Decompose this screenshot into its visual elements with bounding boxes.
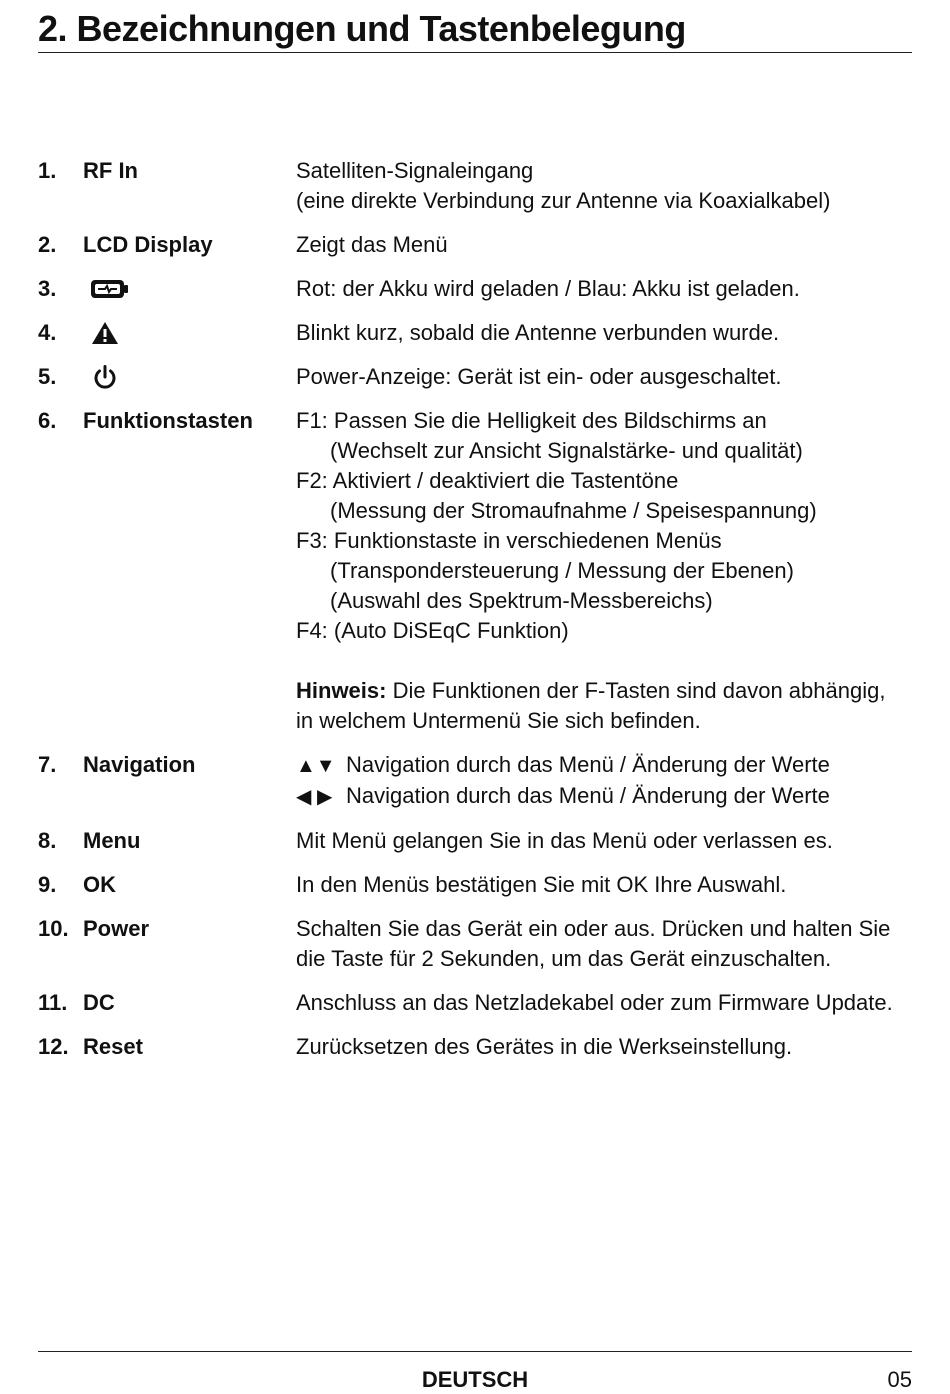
description-line: Blinkt kurz, sobald die Antenne verbunden wurde. xyxy=(296,320,780,345)
item-label: Navigation xyxy=(83,752,196,777)
description-line: In den Menüs bestätigen Sie mit OK Ihre Auswahl. xyxy=(296,872,787,897)
item-number: 1. xyxy=(38,158,57,183)
hint-text: Die Funktionen der F-Tasten sind davon abhängig, xyxy=(392,678,886,703)
item-number: 7. xyxy=(38,752,57,777)
description-line: (Wechselt zur Ansicht Signalstärke- und qualität) xyxy=(330,438,803,463)
item-label: Funktionstasten xyxy=(83,408,253,433)
description-line: F4: (Auto DiSEqC Funktion) xyxy=(296,618,569,643)
description-line: (Messung der Stromaufnahme / Speisespannung) xyxy=(330,498,817,523)
item-number: 4. xyxy=(38,320,57,345)
page-number: 05 xyxy=(887,1367,912,1392)
item-number: 6. xyxy=(38,408,57,433)
description-line: F3: Funktionstaste in verschiedenen Menüs xyxy=(296,528,722,553)
item-description xyxy=(296,870,912,900)
footer-language: DEUTSCH xyxy=(421,1367,529,1392)
item-description xyxy=(296,156,912,216)
description-line: Schalten Sie das Gerät ein oder aus. Drücken und halten Sie xyxy=(296,916,891,941)
item-label: Reset xyxy=(83,1034,143,1059)
description-line: F1: Passen Sie die Helligkeit des Bildschirms an xyxy=(296,408,767,433)
item-number: 10. xyxy=(38,916,69,941)
list-item-ok xyxy=(38,870,912,900)
description-line xyxy=(296,781,912,812)
warning-triangle-icon xyxy=(90,321,120,345)
description-line: Power-Anzeige: Gerät ist ein- oder ausgeschaltet. xyxy=(296,364,782,389)
description-line: Anschluss an das Netzladekabel oder zum Firmware Update. xyxy=(296,990,893,1015)
list-item-function-keys xyxy=(38,406,912,736)
description-line: (Transpondersteuerung / Messung der Ebenen) xyxy=(330,558,794,583)
key-assignment-list xyxy=(38,156,912,1076)
left-right-arrow-icon: ◀ ▶ xyxy=(296,786,333,808)
hint-text: in welchem Untermenü Sie sich befinden. xyxy=(296,708,701,733)
hint-note xyxy=(296,676,912,706)
item-label: DC xyxy=(83,990,115,1015)
item-description xyxy=(296,914,912,974)
item-number: 2. xyxy=(38,232,57,257)
description-text: Navigation durch das Menü / Änderung der Werte xyxy=(346,783,830,808)
item-description xyxy=(296,230,912,260)
title-divider xyxy=(38,52,912,53)
battery-charge-icon xyxy=(90,277,120,301)
power-icon xyxy=(90,365,120,389)
item-label: RF In xyxy=(83,158,138,183)
list-item-power xyxy=(38,914,912,974)
description-line xyxy=(296,750,912,781)
item-label: Power xyxy=(83,916,150,941)
item-description xyxy=(296,274,912,304)
list-item-charge-led xyxy=(38,274,912,304)
page-title: 2. Bezeichnungen und Tastenbelegung xyxy=(38,8,686,49)
item-number: 8. xyxy=(38,828,57,853)
item-description xyxy=(296,750,912,812)
list-item-lcd-display xyxy=(38,230,912,260)
description-line: F2: Aktiviert / deaktiviert die Tastentöne xyxy=(296,468,679,493)
description-line: die Taste für 2 Sekunden, um das Gerät einzuschalten. xyxy=(296,946,832,971)
item-label: Menu xyxy=(83,828,141,853)
item-label: LCD Display xyxy=(83,232,213,257)
item-label: OK xyxy=(83,872,116,897)
item-number: 3. xyxy=(38,276,57,301)
item-description xyxy=(296,362,912,392)
item-number: 12. xyxy=(38,1034,69,1059)
item-description xyxy=(296,1032,912,1062)
description-line: (eine direkte Verbindung zur Antenne via Koaxialkabel) xyxy=(296,188,831,213)
item-description xyxy=(296,318,912,348)
item-number: 9. xyxy=(38,872,57,897)
hint-label: Hinweis: xyxy=(296,678,387,703)
description-text: Navigation durch das Menü / Änderung der Werte xyxy=(346,752,830,777)
spacer xyxy=(296,646,912,676)
footer-divider xyxy=(38,1351,912,1352)
up-down-arrow-icon: ▲▼ xyxy=(296,755,336,777)
item-description xyxy=(296,988,912,1018)
list-item-navigation xyxy=(38,750,912,812)
description-line: Rot: der Akku wird geladen / Blau: Akku ist geladen. xyxy=(296,276,800,301)
item-number: 11. xyxy=(38,990,68,1015)
item-description xyxy=(296,826,912,856)
description-line: Zurücksetzen des Gerätes in die Werkseinstellung. xyxy=(296,1034,793,1059)
list-item-menu xyxy=(38,826,912,856)
list-item-signal-led xyxy=(38,318,912,348)
item-number: 5. xyxy=(38,364,57,389)
list-item-power-led xyxy=(38,362,912,392)
description-line: (Auswahl des Spektrum-Messbereichs) xyxy=(330,588,713,613)
item-description xyxy=(296,406,912,736)
description-line: Mit Menü gelangen Sie in das Menü oder verlassen es. xyxy=(296,828,833,853)
description-line: Zeigt das Menü xyxy=(296,232,448,257)
list-item-reset xyxy=(38,1032,912,1062)
list-item-dc xyxy=(38,988,912,1018)
list-item-rf-in xyxy=(38,156,912,216)
description-line: Satelliten-Signaleingang xyxy=(296,158,534,183)
